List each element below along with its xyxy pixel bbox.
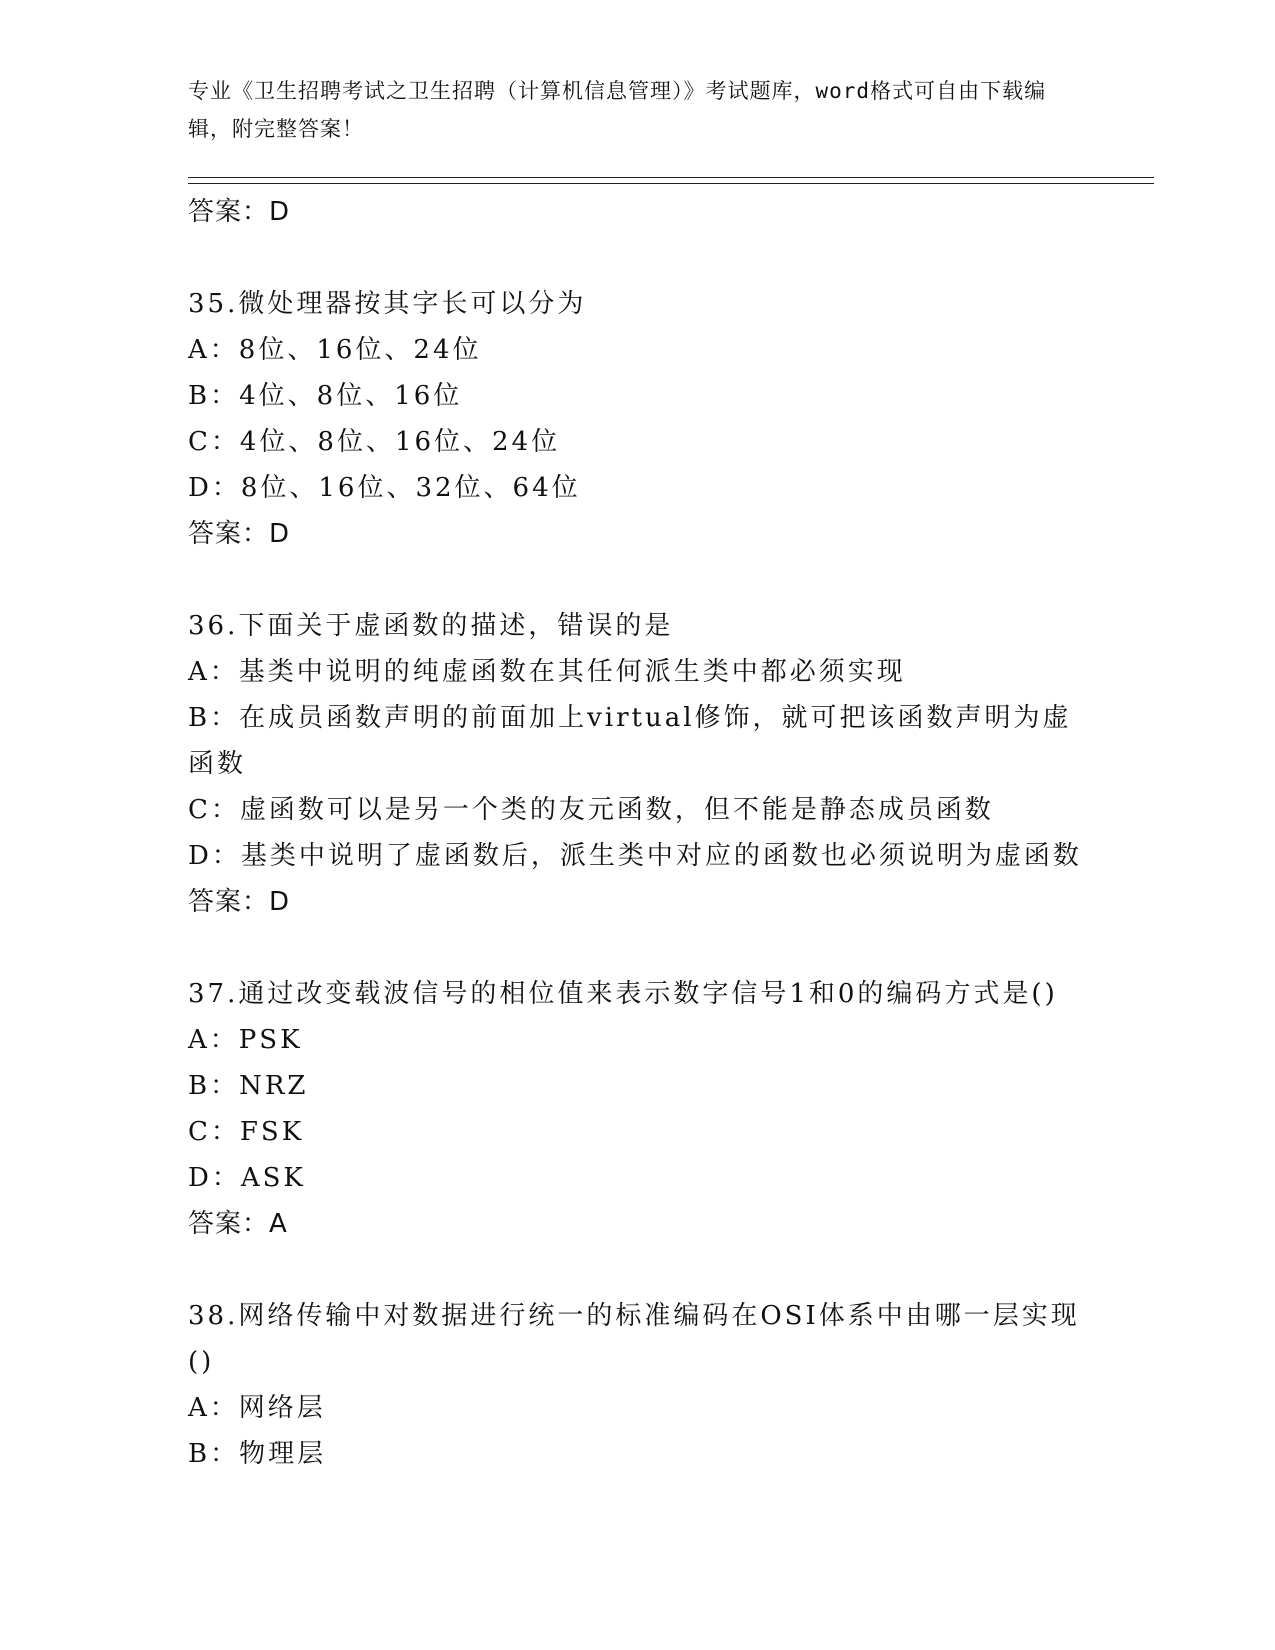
answer-line: 答案：D [188, 197, 291, 227]
option-c: C：4位、8位、16位、24位 [188, 427, 561, 457]
header-divider-top [188, 177, 1154, 178]
header-note: 专业《卫生招聘考试之卫生招聘（计算机信息管理）》考试题库，word格式可自由下载编辑，附完整答案！ [188, 79, 1047, 141]
question-text: 36.下面关于虚函数的描述，错误的是 [188, 611, 674, 641]
question-list [188, 189, 1088, 1477]
question-35 [188, 281, 1088, 557]
header-divider-bottom [188, 183, 1154, 184]
option-c: C：FSK [188, 1117, 305, 1147]
question-text: 35.微处理器按其字长可以分为 [188, 289, 587, 319]
option-d: D：ASK [188, 1163, 306, 1193]
option-b: B：4位、8位、16位 [188, 381, 463, 411]
question-36 [188, 603, 1088, 925]
question-text: 37.通过改变载波信号的相位值来表示数字信号1和0的编码方式是() [188, 979, 1058, 1009]
option-d: D：基类中说明了虚函数后，派生类中对应的函数也必须说明为虚函数 [188, 841, 1082, 871]
question-text: 38.网络传输中对数据进行统一的标准编码在OSI体系中由哪一层实现() [188, 1301, 1080, 1377]
option-a: A：网络层 [188, 1393, 326, 1423]
option-d: D：8位、16位、32位、64位 [188, 473, 581, 503]
answer-line: 答案：D [188, 887, 291, 917]
question-38 [188, 1293, 1088, 1477]
option-c: C：虚函数可以是另一个类的友元函数，但不能是静态成员函数 [188, 795, 994, 825]
answer-line: 答案：A [188, 1209, 288, 1239]
option-a: A：8位、16位、24位 [188, 335, 482, 365]
option-b: B：物理层 [188, 1439, 327, 1469]
option-a: A：基类中说明的纯虚函数在其任何派生类中都必须实现 [188, 657, 906, 687]
option-b: B：NRZ [188, 1071, 309, 1101]
question-37 [188, 971, 1088, 1247]
option-a: A：PSK [188, 1025, 303, 1055]
option-b: B：在成员函数声明的前面加上virtual修饰，就可把该函数声明为虚函数 [188, 703, 1072, 779]
answer-line: 答案：D [188, 519, 291, 549]
